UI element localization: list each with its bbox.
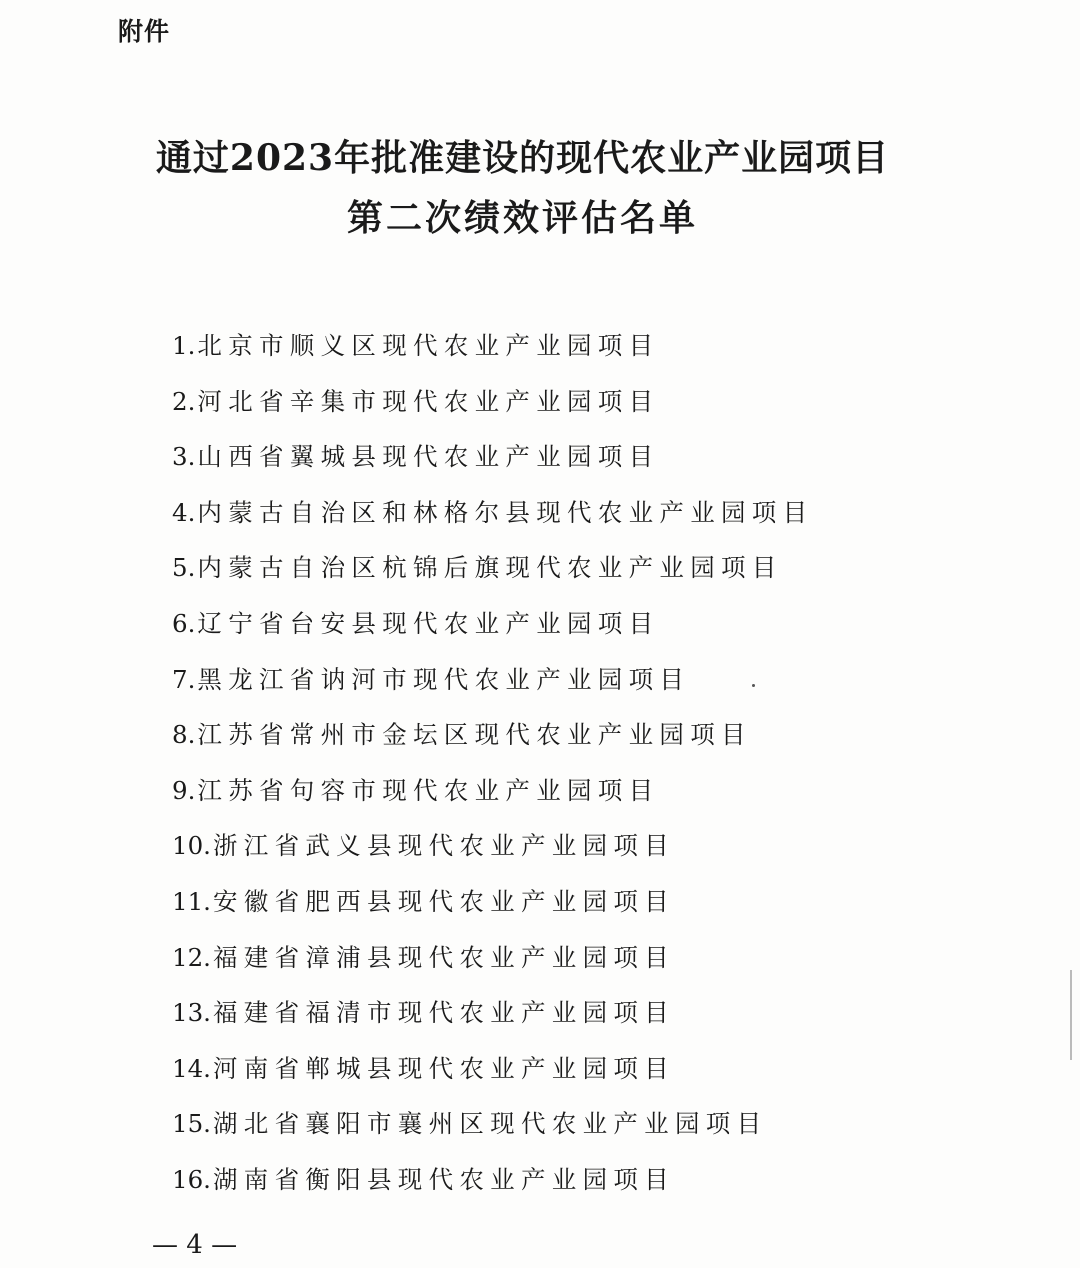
list-item-number: 14. <box>172 1053 211 1083</box>
list-item <box>172 936 813 992</box>
list-item-text: 黑龙江省讷河市现代农业产业园项目 <box>197 664 691 694</box>
list-item-text: 湖北省襄阳市襄州区现代农业产业园项目 <box>212 1109 768 1139</box>
list-item <box>172 1047 813 1103</box>
list-item-text: 浙江省武义县现代农业产业园项目 <box>212 831 675 861</box>
list-item <box>172 769 813 825</box>
list-item-text: 河南省郸城县现代农业产业园项目 <box>212 1053 675 1083</box>
list-item-number: 12. <box>172 942 211 972</box>
list-item-text: 山西省翼城县现代农业产业园项目 <box>197 442 660 472</box>
list-item-number: 5. <box>172 553 196 583</box>
list-item-number: 2. <box>172 386 196 416</box>
list-item-text: 北京市顺义区现代农业产业园项目 <box>197 331 660 360</box>
list-item-text: 福建省福清市现代农业产业园项目 <box>212 998 675 1028</box>
list-item <box>172 491 813 547</box>
list-item <box>172 713 813 769</box>
list-item <box>172 380 813 436</box>
list-item <box>172 991 813 1047</box>
attachment-label: 附件 <box>118 17 171 46</box>
title-line-2: 第二次绩效评估名单 <box>346 197 698 239</box>
page-number: — 4 — <box>152 1230 238 1260</box>
list-item-number: 10. <box>172 831 211 861</box>
list-item-number: 3. <box>172 442 196 472</box>
scan-speck <box>752 684 755 687</box>
list-item-number: 16. <box>172 1164 211 1194</box>
list-item-number: 1. <box>172 331 196 360</box>
list-item-text: 辽宁省台安县现代农业产业园项目 <box>197 608 660 638</box>
title-line-1: 通过2023年批准建设的现代农业产业园项目 <box>155 137 890 179</box>
list-item <box>172 1158 813 1214</box>
list-item-number: 9. <box>172 775 196 805</box>
list-item <box>172 324 813 380</box>
list-item-text: 福建省漳浦县现代农业产业园项目 <box>212 942 675 972</box>
list-item-text: 湖南省衡阳县现代农业产业园项目 <box>212 1164 675 1194</box>
binding-edge-mark <box>1070 970 1080 1060</box>
list-item-number: 13. <box>172 998 211 1028</box>
list-item-number: 4. <box>172 497 196 527</box>
list-item-number: 11. <box>172 886 211 916</box>
list-item <box>172 602 813 658</box>
list-item-text: 内蒙古自治区杭锦后旗现代农业产业园项目 <box>197 553 783 583</box>
list-item-number: 15. <box>172 1109 211 1139</box>
list-item-text: 安徽省肥西县现代农业产业园项目 <box>212 886 675 916</box>
list-item-number: 8. <box>172 720 196 750</box>
list-item <box>172 880 813 936</box>
list-item-text: 江苏省常州市金坛区现代农业产业园项目 <box>197 720 752 750</box>
list-item <box>172 546 813 602</box>
list-item-number: 6. <box>172 608 196 638</box>
project-list <box>172 324 813 1214</box>
list-item-number: 7. <box>172 664 196 694</box>
list-item <box>172 1102 813 1158</box>
list-item-text: 内蒙古自治区和林格尔县现代农业产业园项目 <box>197 497 814 527</box>
list-item-text: 河北省辛集市现代农业产业园项目 <box>197 386 660 416</box>
list-item <box>172 658 813 714</box>
list-item <box>172 435 813 491</box>
list-item <box>172 824 813 880</box>
list-item-text: 江苏省句容市现代农业产业园项目 <box>197 775 660 805</box>
